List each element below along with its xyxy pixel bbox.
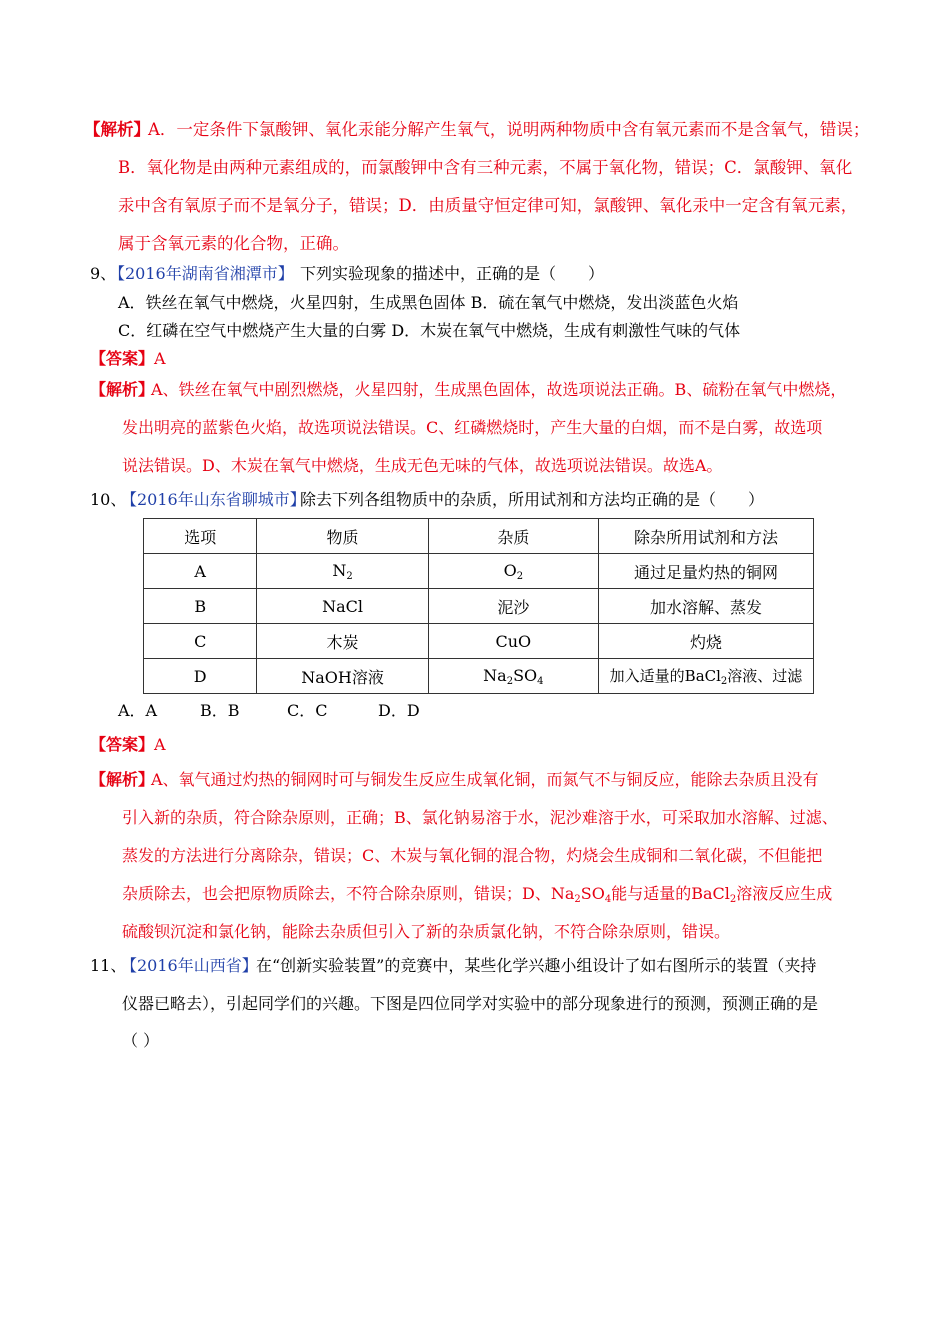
table-cell: 加水溶解、蒸发 [599,589,814,624]
question-9-answer: 【答案】A [90,349,166,368]
analysis-line: 汞中含有氧原子而不是氧分子，错误；D．由质量守恒定律可知，氯酸钾、氧化汞中一定含有氧元素， [118,196,858,215]
question-10-analysis-line: A、氧气通过灼热的铜网时可与铜发生反应生成氧化铜，而氮气不与铜反应，能除去杂质且没有 [151,770,819,789]
table-cell: 加入适量的BaCl$_2$溶液、过滤 [599,659,814,694]
table-cell: D [144,659,257,694]
table-cell: $Na_2SO_4$ [428,659,598,694]
question-10-answer: 【答案】A [90,735,166,754]
table-cell: 泥沙 [428,589,598,624]
table-cell: B [144,589,257,624]
analysis-line: 属于含氧元素的化合物，正确。 [118,234,349,253]
question-10-option-d: D．D [378,701,420,720]
question-10-number: 10、 [90,490,127,509]
question-10-analysis-tag: 【解析】 [90,770,155,789]
analysis-tag-top: 【解析】 [84,120,150,139]
question-11-source: 【2016年山西省】 [121,956,258,975]
table-header-cell: 物质 [257,519,428,554]
question-9-source: 【2016年湖南省湘潭市】 [109,264,294,283]
table-cell: 通过足量灼热的铜网 [599,554,814,589]
question-9-analysis-line: A、铁丝在氧气中剧烈燃烧，火星四射，生成黑色固体，故选项说法正确。B、硫粉在氧气中燃烧， [151,380,847,399]
question-11-number: 11、 [90,956,127,975]
table-row [144,624,814,659]
question-11-stem: 在“创新实验装置”的竞赛中，某些化学兴趣小组设计了如右图所示的装置（夹持 [256,956,817,975]
question-11-stem-line: （ ） [122,1031,160,1050]
table-header-cell: 除杂所用试剂和方法 [599,519,814,554]
table-cell: CuO [428,624,598,659]
question-10-source: 【2016年山东省聊城市】 [121,490,306,509]
question-9-analysis-line: 发出明亮的蓝紫色火焰，故选项说法错误。C、红磷燃烧时，产生大量的白烟，而不是白雾，故选项 [122,418,823,437]
table-cell: 木炭 [257,624,428,659]
table-cell: NaOH溶液 [257,659,428,694]
question-9-option-line: C．红磷在空气中燃烧产生大量的白雾 D．木炭在氧气中燃烧，生成有刺激性气味的气体 [118,321,741,340]
table-cell: $O_2$ [428,554,598,589]
analysis-line: A．一定条件下氯酸钾、氧化汞能分解产生氧气，说明两种物质中含有氧元素而不是含氧气，错误； [148,120,870,139]
question-10-analysis-line: 蒸发的方法进行分离除杂，错误；C、木炭与氧化铜的混合物，灼烧会生成铜和二氧化碳，不但能把 [122,846,823,865]
question-10-option-b: B．B [200,701,240,720]
table-row [144,554,814,589]
table-cell: C [144,624,257,659]
table-cell: 灼烧 [599,624,814,659]
table-header-cell: 杂质 [428,519,598,554]
question-9-number: 9、 [90,264,117,283]
question-10-stem: 除去下列各组物质中的杂质，所用试剂和方法均正确的是（ ） [300,490,765,509]
question-9-stem: 下列实验现象的描述中，正确的是（ ） [300,264,605,283]
question-10-option-a: A．A [118,701,158,720]
table-header-cell: 选项 [144,519,257,554]
question-9-analysis-tag: 【解析】 [90,380,155,399]
table-cell: $N_2$ [257,554,428,589]
table-row [144,659,814,694]
question-10-option-c: C．C [287,701,328,720]
question-10-analysis-line: 引入新的杂质，符合除杂原则，正确；B、氯化钠易溶于水，泥沙难溶于水，可采取加水溶解、过滤、 [122,808,838,827]
table-cell: A [144,554,257,589]
table-header-row [144,519,814,554]
question-9-option-line: A．铁丝在氧气中燃烧，火星四射，生成黑色固体 B．硫在氧气中燃烧，发出淡蓝色火焰 [118,293,739,312]
question-10-table [143,518,814,694]
analysis-line: B．氧化物是由两种元素组成的，而氯酸钾中含有三种元素，不属于氧化物，错误；C．氯酸钾、氧化 [118,158,853,177]
question-11-stem-line: 仪器已略去），引起同学们的兴趣。下图是四位同学对实验中的部分现象进行的预测，预测正确的是 [122,994,819,1013]
question-10-analysis-line: 杂质除去，也会把原物质除去，不符合除杂原则，错误；D、$Na_2SO_4$能与适量的BaCl$_2$溶液反应生成 [122,884,833,905]
question-9-analysis-line: 说法错误。D、木炭在氧气中燃烧，生成无色无味的气体，故选项说法错误。故选A。 [122,456,723,475]
table-row [144,589,814,624]
question-10-analysis-line: 硫酸钡沉淀和氯化钠，能除去杂质但引入了新的杂质氯化钠，不符合除杂原则，错误。 [122,922,731,941]
table-cell: NaCl [257,589,428,624]
